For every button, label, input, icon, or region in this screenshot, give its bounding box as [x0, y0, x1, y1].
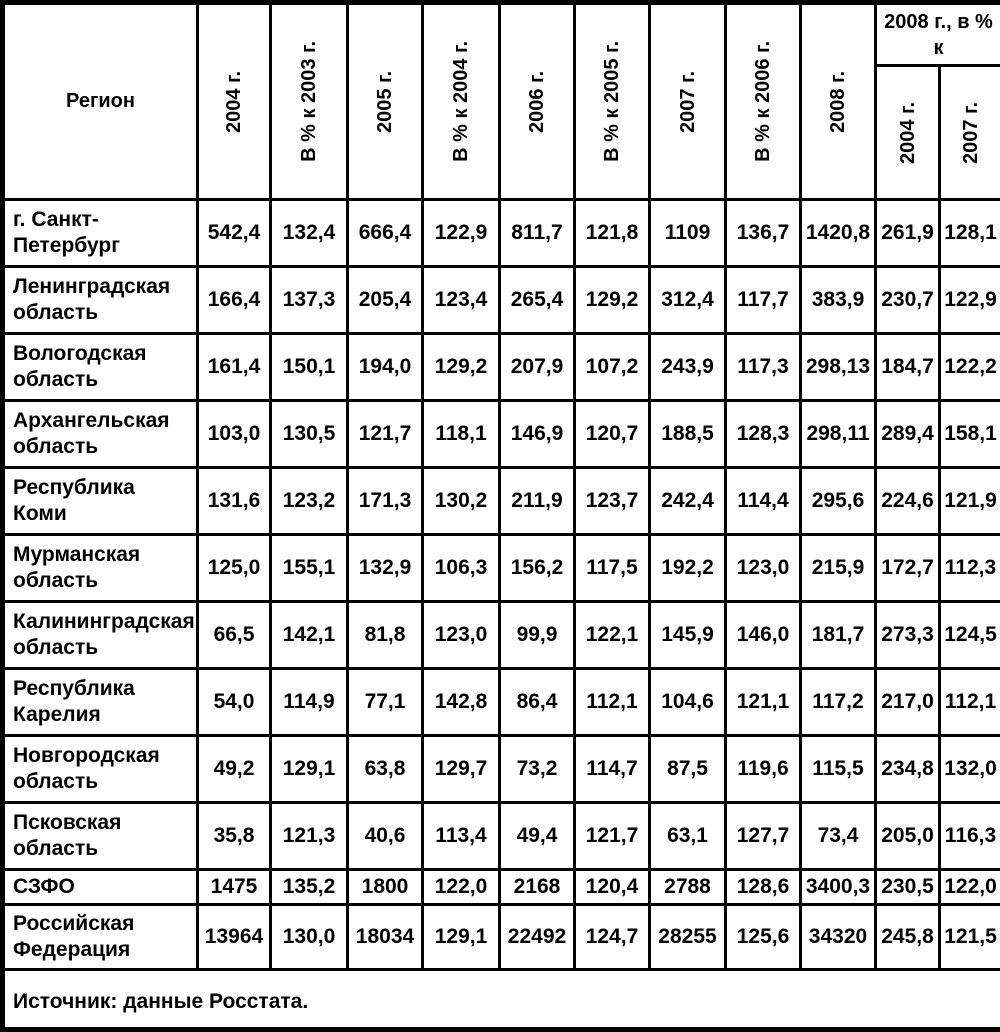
- span-header-2008-percent: 2008 г., в % к: [876, 3, 1000, 66]
- value-cell: 1420,8: [801, 200, 876, 267]
- value-cell: 137,3: [271, 267, 348, 334]
- value-cell: 146,0: [726, 602, 801, 669]
- span-subcolumn-label: 2004 г.: [898, 102, 918, 164]
- table-row: [3, 334, 1000, 401]
- table-row: [3, 870, 1000, 905]
- region-column-header: Регион: [3, 3, 198, 200]
- value-cell: 117,3: [726, 334, 801, 401]
- value-cell: 128,1: [940, 200, 1000, 267]
- value-cell: 666,4: [348, 200, 423, 267]
- value-cell: 63,8: [348, 736, 423, 803]
- value-cell: 383,9: [801, 267, 876, 334]
- year-column-label: 2006 г.: [527, 71, 547, 133]
- year-column-label: В % к 2005 г.: [602, 41, 622, 162]
- table-row: [3, 468, 1000, 535]
- value-cell: 124,5: [940, 602, 1000, 669]
- value-cell: 117,2: [801, 669, 876, 736]
- value-cell: 146,9: [500, 401, 575, 468]
- value-cell: 66,5: [198, 602, 271, 669]
- value-cell: 130,2: [423, 468, 500, 535]
- value-cell: 129,2: [423, 334, 500, 401]
- value-cell: 2168: [500, 870, 575, 905]
- value-cell: 49,4: [500, 803, 575, 870]
- value-cell: 217,0: [876, 669, 940, 736]
- table-row: [3, 535, 1000, 602]
- value-cell: 230,5: [876, 870, 940, 905]
- value-cell: 234,8: [876, 736, 940, 803]
- value-cell: 73,4: [801, 803, 876, 870]
- year-column-header: [500, 3, 575, 200]
- value-cell: 22492: [500, 905, 575, 970]
- table-row: [3, 905, 1000, 970]
- value-cell: 81,8: [348, 602, 423, 669]
- value-cell: 142,1: [271, 602, 348, 669]
- value-cell: 261,9: [876, 200, 940, 267]
- table-row: [3, 267, 1000, 334]
- table-footer: [3, 970, 1000, 1030]
- year-column-label: В % к 2006 г.: [753, 41, 773, 162]
- value-cell: 121,5: [940, 905, 1000, 970]
- region-cell: Калининградская область: [3, 602, 198, 669]
- value-cell: 166,4: [198, 267, 271, 334]
- region-cell: Псковская область: [3, 803, 198, 870]
- value-cell: 811,7: [500, 200, 575, 267]
- value-cell: 207,9: [500, 334, 575, 401]
- table-row: [3, 803, 1000, 870]
- value-cell: 1109: [650, 200, 726, 267]
- year-column-header: [198, 3, 271, 200]
- value-cell: 118,1: [423, 401, 500, 468]
- value-cell: 230,7: [876, 267, 940, 334]
- value-cell: 125,0: [198, 535, 271, 602]
- value-cell: 117,5: [575, 535, 650, 602]
- value-cell: 28255: [650, 905, 726, 970]
- value-cell: 129,7: [423, 736, 500, 803]
- region-cell: Ленинградская область: [3, 267, 198, 334]
- value-cell: 123,2: [271, 468, 348, 535]
- value-cell: 77,1: [348, 669, 423, 736]
- value-cell: 205,0: [876, 803, 940, 870]
- value-cell: 188,5: [650, 401, 726, 468]
- year-column-header: [650, 3, 726, 200]
- value-cell: 121,9: [940, 468, 1000, 535]
- value-cell: 124,7: [575, 905, 650, 970]
- value-cell: 103,0: [198, 401, 271, 468]
- table-row: [3, 736, 1000, 803]
- value-cell: 34320: [801, 905, 876, 970]
- value-cell: 123,0: [423, 602, 500, 669]
- value-cell: 194,0: [348, 334, 423, 401]
- value-cell: 298,13: [801, 334, 876, 401]
- value-cell: 13964: [198, 905, 271, 970]
- value-cell: 242,4: [650, 468, 726, 535]
- value-cell: 73,2: [500, 736, 575, 803]
- region-cell: Республика Карелия: [3, 669, 198, 736]
- value-cell: 119,6: [726, 736, 801, 803]
- span-subcolumn-label: 2007 г.: [961, 102, 981, 164]
- value-cell: 115,5: [801, 736, 876, 803]
- value-cell: 145,9: [650, 602, 726, 669]
- value-cell: 122,9: [423, 200, 500, 267]
- value-cell: 129,1: [423, 905, 500, 970]
- value-cell: 171,3: [348, 468, 423, 535]
- value-cell: 184,7: [876, 334, 940, 401]
- value-cell: 192,2: [650, 535, 726, 602]
- value-cell: 298,11: [801, 401, 876, 468]
- value-cell: 122,1: [575, 602, 650, 669]
- value-cell: 158,1: [940, 401, 1000, 468]
- value-cell: 215,9: [801, 535, 876, 602]
- value-cell: 113,4: [423, 803, 500, 870]
- value-cell: 243,9: [650, 334, 726, 401]
- year-column-label: В % к 2004 г.: [451, 41, 471, 162]
- table-row: [3, 602, 1000, 669]
- table-row: [3, 669, 1000, 736]
- value-cell: 130,5: [271, 401, 348, 468]
- year-column-label: 2008 г.: [828, 71, 848, 133]
- value-cell: 132,4: [271, 200, 348, 267]
- year-column-header: [801, 3, 876, 200]
- value-cell: 123,0: [726, 535, 801, 602]
- value-cell: 122,9: [940, 267, 1000, 334]
- value-cell: 127,7: [726, 803, 801, 870]
- value-cell: 155,1: [271, 535, 348, 602]
- year-column-header: [423, 3, 500, 200]
- value-cell: 123,7: [575, 468, 650, 535]
- region-cell: г. Санкт-Петербург: [3, 200, 198, 267]
- value-cell: 131,6: [198, 468, 271, 535]
- value-cell: 156,2: [500, 535, 575, 602]
- value-cell: 273,3: [876, 602, 940, 669]
- value-cell: 161,4: [198, 334, 271, 401]
- value-cell: 125,6: [726, 905, 801, 970]
- value-cell: 123,4: [423, 267, 500, 334]
- region-cell: Вологодская область: [3, 334, 198, 401]
- value-cell: 132,9: [348, 535, 423, 602]
- value-cell: 114,4: [726, 468, 801, 535]
- value-cell: 122,0: [423, 870, 500, 905]
- value-cell: 150,1: [271, 334, 348, 401]
- value-cell: 99,9: [500, 602, 575, 669]
- value-cell: 265,4: [500, 267, 575, 334]
- region-cell: Новгородская область: [3, 736, 198, 803]
- value-cell: 1800: [348, 870, 423, 905]
- value-cell: 120,7: [575, 401, 650, 468]
- value-cell: 2788: [650, 870, 726, 905]
- year-column-label: В % к 2003 г.: [299, 41, 319, 162]
- value-cell: 128,6: [726, 870, 801, 905]
- span-subcolumn-header: [876, 66, 940, 200]
- value-cell: 112,1: [940, 669, 1000, 736]
- value-cell: 114,7: [575, 736, 650, 803]
- value-cell: 245,8: [876, 905, 940, 970]
- value-cell: 116,3: [940, 803, 1000, 870]
- value-cell: 121,3: [271, 803, 348, 870]
- table-header: [3, 3, 1000, 200]
- value-cell: 121,7: [575, 803, 650, 870]
- table-body: [3, 200, 1000, 970]
- value-cell: 172,7: [876, 535, 940, 602]
- value-cell: 104,6: [650, 669, 726, 736]
- value-cell: 1475: [198, 870, 271, 905]
- region-cell: Мурманская область: [3, 535, 198, 602]
- span-subcolumn-header: [940, 66, 1000, 200]
- year-column-header: [575, 3, 650, 200]
- value-cell: 106,3: [423, 535, 500, 602]
- value-cell: 121,7: [348, 401, 423, 468]
- value-cell: 129,1: [271, 736, 348, 803]
- year-column-label: 2007 г.: [678, 71, 698, 133]
- value-cell: 112,3: [940, 535, 1000, 602]
- value-cell: 120,4: [575, 870, 650, 905]
- value-cell: 112,1: [575, 669, 650, 736]
- value-cell: 87,5: [650, 736, 726, 803]
- value-cell: 312,4: [650, 267, 726, 334]
- value-cell: 142,8: [423, 669, 500, 736]
- value-cell: 130,0: [271, 905, 348, 970]
- region-cell: Архангельская область: [3, 401, 198, 468]
- value-cell: 86,4: [500, 669, 575, 736]
- value-cell: 132,0: [940, 736, 1000, 803]
- region-cell: Республика Коми: [3, 468, 198, 535]
- value-cell: 35,8: [198, 803, 271, 870]
- value-cell: 122,2: [940, 334, 1000, 401]
- value-cell: 542,4: [198, 200, 271, 267]
- value-cell: 181,7: [801, 602, 876, 669]
- source-note: Источник: данные Росстата.: [3, 970, 1000, 1030]
- value-cell: 295,6: [801, 468, 876, 535]
- year-column-label: 2005 г.: [375, 71, 395, 133]
- value-cell: 49,2: [198, 736, 271, 803]
- value-cell: 3400,3: [801, 870, 876, 905]
- value-cell: 211,9: [500, 468, 575, 535]
- year-column-header: [726, 3, 801, 200]
- value-cell: 114,9: [271, 669, 348, 736]
- value-cell: 121,8: [575, 200, 650, 267]
- value-cell: 117,7: [726, 267, 801, 334]
- table-row: [3, 200, 1000, 267]
- value-cell: 54,0: [198, 669, 271, 736]
- region-cell: Российская Федерация: [3, 905, 198, 970]
- value-cell: 121,1: [726, 669, 801, 736]
- value-cell: 63,1: [650, 803, 726, 870]
- value-cell: 289,4: [876, 401, 940, 468]
- value-cell: 40,6: [348, 803, 423, 870]
- value-cell: 122,0: [940, 870, 1000, 905]
- value-cell: 128,3: [726, 401, 801, 468]
- value-cell: 205,4: [348, 267, 423, 334]
- value-cell: 136,7: [726, 200, 801, 267]
- region-cell: СЗФО: [3, 870, 198, 905]
- value-cell: 129,2: [575, 267, 650, 334]
- year-column-header: [348, 3, 423, 200]
- table-row: [3, 401, 1000, 468]
- value-cell: 18034: [348, 905, 423, 970]
- value-cell: 135,2: [271, 870, 348, 905]
- year-column-label: 2004 г.: [224, 71, 244, 133]
- year-column-header: [271, 3, 348, 200]
- value-cell: 224,6: [876, 468, 940, 535]
- value-cell: 107,2: [575, 334, 650, 401]
